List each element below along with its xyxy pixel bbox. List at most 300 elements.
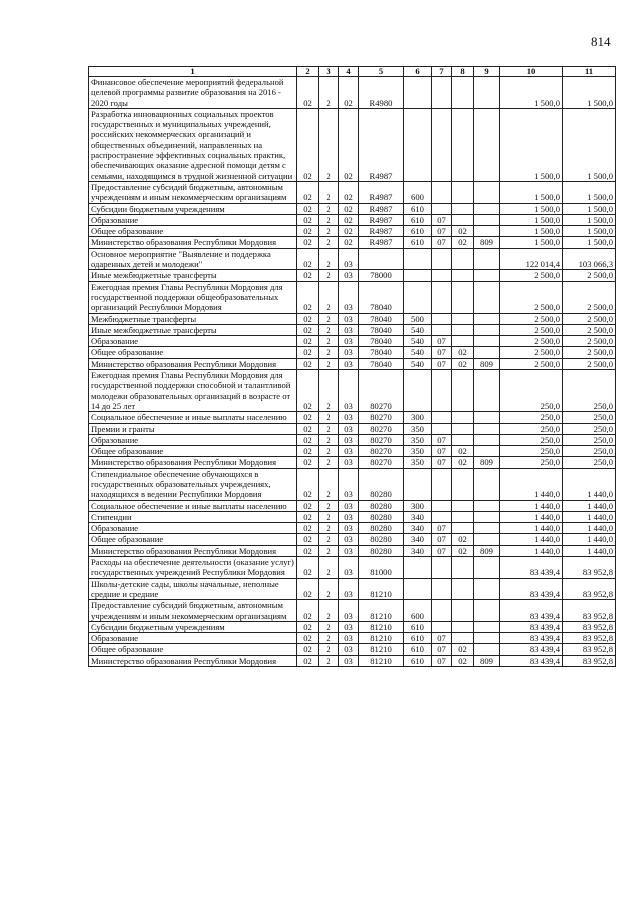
table-row xyxy=(89,226,616,237)
row-name: Стипендии xyxy=(89,511,297,522)
cell-amount-1: 1 440,0 xyxy=(500,468,563,500)
cell-subsection-code xyxy=(452,412,474,423)
cell-target-article: 80270 xyxy=(359,423,404,434)
cell-subsection-code: 02 xyxy=(452,226,474,237)
cell-subsection: 03 xyxy=(339,412,359,423)
budget-table xyxy=(88,66,616,667)
cell-amount-2: 2 500,0 xyxy=(563,336,616,347)
cell-target-article: 78040 xyxy=(359,336,404,347)
cell-expense-type: 610 xyxy=(404,203,432,214)
cell-target-article: 81210 xyxy=(359,655,404,666)
cell-subsection-code: 02 xyxy=(452,644,474,655)
cell-ministry: 02 xyxy=(297,600,319,622)
cell-amount-2: 1 500,0 xyxy=(563,226,616,237)
cell-ministry: 02 xyxy=(297,214,319,225)
cell-amount-1: 2 500,0 xyxy=(500,313,563,324)
cell-section-code xyxy=(432,600,452,622)
cell-amount-2: 83 952,8 xyxy=(563,621,616,632)
cell-amount-2: 2 500,0 xyxy=(563,313,616,324)
cell-target-article: R4987 xyxy=(359,108,404,181)
cell-ministry: 02 xyxy=(297,621,319,632)
cell-expense-type: 540 xyxy=(404,336,432,347)
cell-section: 2 xyxy=(319,511,339,522)
cell-section: 2 xyxy=(319,336,339,347)
cell-amount-1: 1 500,0 xyxy=(500,181,563,203)
cell-section-code xyxy=(432,468,452,500)
column-header: 3 xyxy=(319,67,339,77)
cell-subsection-code xyxy=(452,108,474,181)
row-name: Образование xyxy=(89,523,297,534)
cell-expense-type: 350 xyxy=(404,423,432,434)
cell-amount-1: 250,0 xyxy=(500,434,563,445)
cell-amount-1: 122 014,4 xyxy=(500,248,563,270)
column-header: 1 xyxy=(89,67,297,77)
cell-section-code xyxy=(432,324,452,335)
table-row xyxy=(89,248,616,270)
row-name: Социальное обеспечение и иные выплаты населению xyxy=(89,500,297,511)
cell-amount-2: 83 952,8 xyxy=(563,600,616,622)
cell-amount-1: 1 440,0 xyxy=(500,545,563,556)
cell-gr-code xyxy=(474,270,500,281)
table-row xyxy=(89,534,616,545)
cell-amount-2: 1 440,0 xyxy=(563,545,616,556)
cell-subsection-code xyxy=(452,633,474,644)
cell-gr-code: 809 xyxy=(474,457,500,468)
cell-amount-2: 1 500,0 xyxy=(563,108,616,181)
row-name: Образование xyxy=(89,633,297,644)
cell-amount-1: 83 439,4 xyxy=(500,557,563,579)
cell-expense-type: 540 xyxy=(404,358,432,369)
table-row xyxy=(89,468,616,500)
cell-subsection: 02 xyxy=(339,181,359,203)
cell-expense-type xyxy=(404,248,432,270)
cell-section-code: 07 xyxy=(432,347,452,358)
cell-gr-code xyxy=(474,347,500,358)
cell-expense-type: 610 xyxy=(404,226,432,237)
cell-gr-code xyxy=(474,511,500,522)
cell-section-code: 07 xyxy=(432,523,452,534)
column-header: 10 xyxy=(500,67,563,77)
cell-gr-code xyxy=(474,313,500,324)
cell-amount-2: 1 500,0 xyxy=(563,77,616,109)
cell-expense-type: 340 xyxy=(404,511,432,522)
cell-section-code xyxy=(432,500,452,511)
cell-target-article: 80270 xyxy=(359,370,404,412)
column-header: 11 xyxy=(563,67,616,77)
cell-target-article: 81000 xyxy=(359,557,404,579)
row-name: Предоставление субсидий бюджетным, автономным учреждениям и иным некоммерческим организациям xyxy=(89,181,297,203)
cell-subsection-code xyxy=(452,281,474,313)
cell-expense-type: 600 xyxy=(404,181,432,203)
cell-subsection: 03 xyxy=(339,644,359,655)
cell-ministry: 02 xyxy=(297,578,319,600)
cell-subsection-code xyxy=(452,313,474,324)
cell-subsection: 03 xyxy=(339,633,359,644)
cell-subsection-code xyxy=(452,578,474,600)
cell-expense-type xyxy=(404,578,432,600)
cell-section-code: 07 xyxy=(432,446,452,457)
cell-ministry: 02 xyxy=(297,434,319,445)
cell-amount-1: 2 500,0 xyxy=(500,324,563,335)
row-name: Премии и гранты xyxy=(89,423,297,434)
cell-amount-1: 250,0 xyxy=(500,446,563,457)
cell-expense-type: 340 xyxy=(404,534,432,545)
cell-section-code xyxy=(432,370,452,412)
cell-section: 2 xyxy=(319,523,339,534)
cell-subsection: 02 xyxy=(339,77,359,109)
column-header: 8 xyxy=(452,67,474,77)
cell-section-code: 07 xyxy=(432,226,452,237)
cell-expense-type xyxy=(404,468,432,500)
cell-ministry: 02 xyxy=(297,468,319,500)
cell-subsection-code: 02 xyxy=(452,545,474,556)
cell-target-article: R4987 xyxy=(359,237,404,248)
cell-target-article: R4987 xyxy=(359,214,404,225)
table-row xyxy=(89,412,616,423)
cell-expense-type: 610 xyxy=(404,214,432,225)
cell-gr-code xyxy=(474,621,500,632)
cell-target-article: R4980 xyxy=(359,77,404,109)
cell-section: 2 xyxy=(319,600,339,622)
cell-gr-code xyxy=(474,644,500,655)
cell-amount-2: 1 500,0 xyxy=(563,237,616,248)
cell-subsection: 03 xyxy=(339,270,359,281)
cell-amount-1: 1 500,0 xyxy=(500,214,563,225)
cell-amount-2: 250,0 xyxy=(563,412,616,423)
row-name: Общее образование xyxy=(89,347,297,358)
cell-target-article: 80270 xyxy=(359,457,404,468)
cell-expense-type: 350 xyxy=(404,434,432,445)
cell-amount-1: 2 500,0 xyxy=(500,281,563,313)
row-name: Общее образование xyxy=(89,644,297,655)
cell-amount-1: 1 500,0 xyxy=(500,108,563,181)
cell-subsection-code: 02 xyxy=(452,237,474,248)
cell-section-code: 07 xyxy=(432,336,452,347)
cell-section-code: 07 xyxy=(432,534,452,545)
cell-section: 2 xyxy=(319,457,339,468)
cell-ministry: 02 xyxy=(297,457,319,468)
cell-target-article: 80280 xyxy=(359,500,404,511)
table-row xyxy=(89,324,616,335)
cell-expense-type: 610 xyxy=(404,237,432,248)
cell-amount-2: 2 500,0 xyxy=(563,324,616,335)
cell-ministry: 02 xyxy=(297,511,319,522)
cell-section: 2 xyxy=(319,412,339,423)
cell-gr-code xyxy=(474,500,500,511)
cell-target-article: 80270 xyxy=(359,412,404,423)
cell-subsection: 03 xyxy=(339,523,359,534)
cell-gr-code xyxy=(474,77,500,109)
cell-gr-code xyxy=(474,557,500,579)
cell-ministry: 02 xyxy=(297,446,319,457)
table-row xyxy=(89,237,616,248)
cell-section-code xyxy=(432,181,452,203)
cell-section-code: 07 xyxy=(432,434,452,445)
cell-subsection-code xyxy=(452,423,474,434)
cell-subsection-code xyxy=(452,181,474,203)
cell-ministry: 02 xyxy=(297,557,319,579)
row-name: Школы-детские сады, школы начальные, неполные средние и средние xyxy=(89,578,297,600)
cell-subsection-code xyxy=(452,324,474,335)
cell-ministry: 02 xyxy=(297,77,319,109)
table-row xyxy=(89,500,616,511)
cell-gr-code xyxy=(474,600,500,622)
cell-section: 2 xyxy=(319,446,339,457)
cell-section: 2 xyxy=(319,281,339,313)
table-row xyxy=(89,523,616,534)
table-row xyxy=(89,270,616,281)
column-header: 4 xyxy=(339,67,359,77)
cell-subsection: 03 xyxy=(339,336,359,347)
cell-expense-type: 600 xyxy=(404,600,432,622)
row-name: Социальное обеспечение и иные выплаты населению xyxy=(89,412,297,423)
cell-subsection: 03 xyxy=(339,434,359,445)
cell-amount-2: 103 066,3 xyxy=(563,248,616,270)
cell-subsection: 03 xyxy=(339,457,359,468)
cell-amount-1: 83 439,4 xyxy=(500,621,563,632)
cell-gr-code xyxy=(474,281,500,313)
row-name: Общее образование xyxy=(89,226,297,237)
cell-target-article: 78000 xyxy=(359,270,404,281)
cell-amount-1: 83 439,4 xyxy=(500,578,563,600)
cell-subsection-code xyxy=(452,434,474,445)
cell-subsection-code: 02 xyxy=(452,534,474,545)
cell-amount-2: 1 500,0 xyxy=(563,203,616,214)
cell-subsection: 03 xyxy=(339,281,359,313)
cell-ministry: 02 xyxy=(297,370,319,412)
cell-subsection-code xyxy=(452,77,474,109)
cell-section-code: 07 xyxy=(432,655,452,666)
cell-section-code xyxy=(432,313,452,324)
cell-subsection: 03 xyxy=(339,324,359,335)
cell-amount-1: 83 439,4 xyxy=(500,600,563,622)
cell-target-article: 78040 xyxy=(359,324,404,335)
cell-amount-1: 250,0 xyxy=(500,412,563,423)
table-row xyxy=(89,108,616,181)
cell-subsection-code: 02 xyxy=(452,347,474,358)
cell-section-code: 07 xyxy=(432,633,452,644)
cell-amount-2: 250,0 xyxy=(563,434,616,445)
cell-subsection-code: 02 xyxy=(452,655,474,666)
cell-subsection: 02 xyxy=(339,203,359,214)
cell-ministry: 02 xyxy=(297,644,319,655)
cell-gr-code xyxy=(474,578,500,600)
cell-amount-2: 2 500,0 xyxy=(563,358,616,369)
page-number: 814 xyxy=(591,34,611,49)
row-name: Образование xyxy=(89,336,297,347)
cell-subsection: 03 xyxy=(339,313,359,324)
cell-target-article: 80270 xyxy=(359,434,404,445)
row-name: Министерство образования Республики Мордовия xyxy=(89,358,297,369)
column-header: 6 xyxy=(404,67,432,77)
cell-ministry: 02 xyxy=(297,203,319,214)
cell-amount-1: 2 500,0 xyxy=(500,358,563,369)
cell-amount-1: 2 500,0 xyxy=(500,336,563,347)
table-body xyxy=(89,77,616,667)
cell-subsection: 03 xyxy=(339,621,359,632)
cell-section-code xyxy=(432,511,452,522)
cell-amount-2: 1 440,0 xyxy=(563,500,616,511)
cell-subsection-code xyxy=(452,600,474,622)
cell-amount-2: 83 952,8 xyxy=(563,578,616,600)
column-header: 7 xyxy=(432,67,452,77)
cell-subsection: 03 xyxy=(339,600,359,622)
cell-amount-1: 250,0 xyxy=(500,457,563,468)
cell-section: 2 xyxy=(319,545,339,556)
cell-subsection: 03 xyxy=(339,545,359,556)
cell-section-code xyxy=(432,557,452,579)
table-row xyxy=(89,370,616,412)
cell-amount-2: 1 440,0 xyxy=(563,511,616,522)
cell-section: 2 xyxy=(319,358,339,369)
cell-amount-1: 1 440,0 xyxy=(500,523,563,534)
cell-section: 2 xyxy=(319,226,339,237)
cell-subsection: 03 xyxy=(339,370,359,412)
cell-section: 2 xyxy=(319,633,339,644)
row-name: Иные межбюджетные трансферты xyxy=(89,324,297,335)
cell-section: 2 xyxy=(319,324,339,335)
cell-ministry: 02 xyxy=(297,655,319,666)
cell-expense-type: 610 xyxy=(404,655,432,666)
cell-gr-code: 809 xyxy=(474,358,500,369)
cell-target-article: R4987 xyxy=(359,181,404,203)
cell-section-code: 07 xyxy=(432,545,452,556)
cell-subsection-code xyxy=(452,203,474,214)
cell-amount-2: 1 440,0 xyxy=(563,523,616,534)
row-name: Межбюджетные трансферты xyxy=(89,313,297,324)
cell-target-article: 80280 xyxy=(359,468,404,500)
cell-section-code: 07 xyxy=(432,214,452,225)
table-row xyxy=(89,457,616,468)
cell-subsection-code: 02 xyxy=(452,358,474,369)
row-name: Общее образование xyxy=(89,534,297,545)
cell-amount-1: 250,0 xyxy=(500,370,563,412)
row-name: Ежегодная премия Главы Республики Мордовия для государственной поддержки общеобразовательных организаций Республики Мордовия xyxy=(89,281,297,313)
table-row xyxy=(89,545,616,556)
cell-section: 2 xyxy=(319,468,339,500)
cell-section-code xyxy=(432,578,452,600)
cell-expense-type: 340 xyxy=(404,545,432,556)
cell-subsection: 03 xyxy=(339,655,359,666)
cell-section-code xyxy=(432,423,452,434)
cell-amount-2: 250,0 xyxy=(563,423,616,434)
table-row xyxy=(89,621,616,632)
row-name: Субсидии бюджетным учреждениям xyxy=(89,203,297,214)
cell-amount-2: 1 440,0 xyxy=(563,534,616,545)
table-row xyxy=(89,347,616,358)
cell-target-article: 78040 xyxy=(359,347,404,358)
cell-section: 2 xyxy=(319,237,339,248)
table-row xyxy=(89,578,616,600)
cell-section: 2 xyxy=(319,248,339,270)
cell-amount-1: 1 500,0 xyxy=(500,226,563,237)
cell-section-code: 07 xyxy=(432,457,452,468)
cell-section: 2 xyxy=(319,181,339,203)
column-header: 5 xyxy=(359,67,404,77)
cell-target-article: 81210 xyxy=(359,621,404,632)
cell-gr-code xyxy=(474,214,500,225)
cell-subsection: 03 xyxy=(339,468,359,500)
cell-gr-code xyxy=(474,412,500,423)
cell-ministry: 02 xyxy=(297,281,319,313)
cell-section-code: 07 xyxy=(432,358,452,369)
cell-amount-2: 1 500,0 xyxy=(563,181,616,203)
cell-subsection-code xyxy=(452,468,474,500)
cell-section: 2 xyxy=(319,108,339,181)
row-name: Образование xyxy=(89,434,297,445)
cell-amount-1: 83 439,4 xyxy=(500,644,563,655)
cell-target-article: 80280 xyxy=(359,511,404,522)
cell-subsection-code: 02 xyxy=(452,446,474,457)
cell-section-code: 07 xyxy=(432,644,452,655)
cell-subsection-code xyxy=(452,214,474,225)
cell-target-article: 81210 xyxy=(359,633,404,644)
cell-section-code xyxy=(432,77,452,109)
cell-expense-type: 500 xyxy=(404,313,432,324)
cell-gr-code xyxy=(474,446,500,457)
row-name: Основное мероприятие "Выявление и поддержка одаренных детей и молодежи" xyxy=(89,248,297,270)
cell-expense-type: 610 xyxy=(404,644,432,655)
cell-target-article: R4987 xyxy=(359,226,404,237)
cell-expense-type: 540 xyxy=(404,347,432,358)
cell-expense-type: 610 xyxy=(404,633,432,644)
table-row xyxy=(89,633,616,644)
cell-subsection-code xyxy=(452,248,474,270)
cell-gr-code xyxy=(474,534,500,545)
table-row xyxy=(89,423,616,434)
cell-amount-1: 2 500,0 xyxy=(500,347,563,358)
cell-ministry: 02 xyxy=(297,347,319,358)
row-name: Разработка инновационных социальных проектов государственных и муниципальных учреждений, российских некоммерческих организаций и общественных объединений, направленных на распространение эффективных социальных практик, обеспечивающих оказание адресной помощи детям с семьями, находящимся в трудной жизненной ситуации xyxy=(89,108,297,181)
cell-ministry: 02 xyxy=(297,412,319,423)
table-row xyxy=(89,644,616,655)
cell-subsection: 03 xyxy=(339,578,359,600)
cell-expense-type xyxy=(404,281,432,313)
cell-ministry: 02 xyxy=(297,633,319,644)
cell-gr-code xyxy=(474,423,500,434)
cell-ministry: 02 xyxy=(297,534,319,545)
row-name: Общее образование xyxy=(89,446,297,457)
cell-expense-type xyxy=(404,108,432,181)
table-row xyxy=(89,77,616,109)
row-name: Субсидии бюджетным учреждениям xyxy=(89,621,297,632)
cell-ministry: 02 xyxy=(297,500,319,511)
cell-ministry: 02 xyxy=(297,423,319,434)
cell-section-code xyxy=(432,270,452,281)
cell-subsection-code xyxy=(452,523,474,534)
row-name: Ежегодная премия Главы Республики Мордовия для государственной поддержки способной и талантливой молодежи образовательных организаций в возрасте от 14 до 25 лет xyxy=(89,370,297,412)
cell-amount-1: 1 440,0 xyxy=(500,511,563,522)
cell-gr-code xyxy=(474,434,500,445)
table-row xyxy=(89,557,616,579)
table-row xyxy=(89,214,616,225)
cell-amount-2: 83 952,8 xyxy=(563,557,616,579)
cell-gr-code xyxy=(474,523,500,534)
cell-subsection-code xyxy=(452,500,474,511)
cell-target-article: 78040 xyxy=(359,313,404,324)
cell-section: 2 xyxy=(319,500,339,511)
cell-ministry: 02 xyxy=(297,358,319,369)
table-row xyxy=(89,313,616,324)
cell-amount-2: 83 952,8 xyxy=(563,644,616,655)
cell-section: 2 xyxy=(319,370,339,412)
cell-ministry: 02 xyxy=(297,523,319,534)
row-name: Министерство образования Республики Мордовия xyxy=(89,655,297,666)
cell-amount-2: 1 500,0 xyxy=(563,214,616,225)
cell-section-code xyxy=(432,621,452,632)
cell-subsection-code xyxy=(452,557,474,579)
cell-section: 2 xyxy=(319,621,339,632)
